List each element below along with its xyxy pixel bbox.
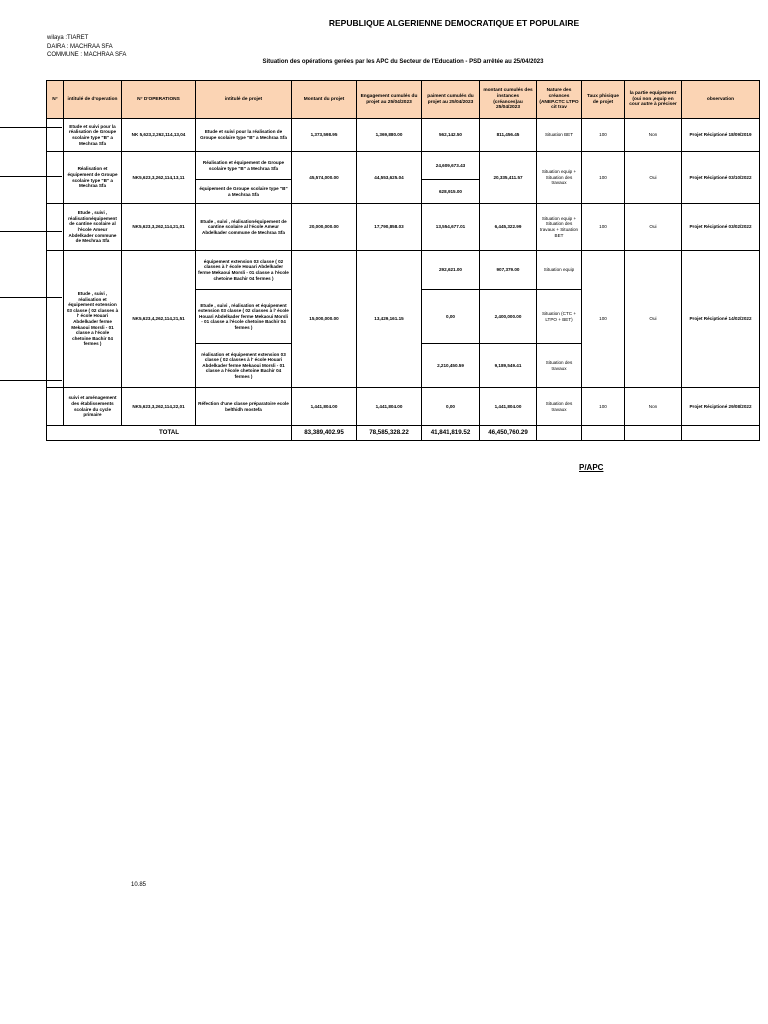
row-number-cell: [47, 152, 64, 204]
pending-cell: 1,441,804.00: [480, 388, 537, 426]
margin-rule: [0, 380, 62, 381]
nature-cell: Situation (CTC + LTPO + BET): [537, 290, 582, 344]
operation-number-cell: NK5,623,3,262,114,22,01: [122, 388, 196, 426]
payment-cell: 2,210,450.59: [422, 344, 480, 388]
payment-cell: 628,915.00: [422, 180, 480, 204]
operation-title-cell: Etude , suivi , réalisationéquipement de cantine scolaire al l'école Ameur Abdelkader commune de Mechraa Sfa: [64, 204, 122, 251]
signature-label: P/APC: [579, 463, 604, 472]
equipment-cell: Non: [625, 119, 682, 152]
operation-title-cell: suivi et aménagement des établissements scolaire du cycle primaire: [64, 388, 122, 426]
table-row: [47, 388, 760, 426]
administration-block: [47, 34, 126, 60]
column-header: intitulé de d'operation: [64, 81, 122, 119]
commune-line: COMMUNE : MACHRAA SFA: [47, 52, 127, 59]
observation-cell: Projet Réciptioné 03/10/2022: [682, 152, 760, 204]
column-header: la partie equipement (oui non ,equip en cour autre à préciser: [625, 81, 682, 119]
page-number: 10.85: [131, 882, 147, 888]
equipment-cell: Oui: [625, 152, 682, 204]
operation-title-cell: Réalisation et équipement de Groupe scolaire type "B" a Mechraa Sfa: [64, 152, 122, 204]
project-title-cell: Réfection d'une classe préparatoire ecole belthidh mostefa: [196, 388, 292, 426]
project-title-cell: équipement extension 03 classe ( 02 classes à l' école Houari Abdelkader ferme Mekaoui Morsli - 01 classe a l'école chetoine Bachir 04 fermes ): [196, 251, 292, 290]
pending-cell: 2,400,000.00: [480, 290, 537, 344]
project-title-cell: réalisation et équipement extension 03 classe ( 02 classes à l' école Houari Abdelkader ferme Mekaoui Morsli - 01 classe a l'école chetoine Bachir 04 fermes ): [196, 344, 292, 388]
project-title-cell: Etude et suivi pour la réalisation de Groupe scolaire type "B" a Mechraa Sfa: [196, 119, 292, 152]
nature-cell: Situation equip + Situation des travaux + Situation BET: [537, 204, 582, 251]
amount-cell: 1,441,804.00: [292, 388, 357, 426]
operations-table: [46, 80, 760, 441]
total-empty-cell: [537, 426, 582, 441]
payment-cell: 562,142.50: [422, 119, 480, 152]
table-row: [47, 204, 760, 251]
commitment-cell: 44,553,625.04: [357, 152, 422, 204]
total-empty-cell: [625, 426, 682, 441]
nature-cell: Situation des travaux: [537, 388, 582, 426]
commitment-cell: 1,369,880.00: [357, 119, 422, 152]
payment-cell: 13,554,677.01: [422, 204, 480, 251]
document-subtitle: Situation des opérations gerées par les APC du Secteur de l'Education - PSD arrêtée au 25/04/2023: [262, 59, 544, 65]
pending-cell: 907,379.00: [480, 251, 537, 290]
commitment-cell: 1,441,804.00: [357, 388, 422, 426]
wilaya-line: wilaya :TIARET: [47, 35, 89, 41]
physical-rate-cell: 100: [582, 152, 625, 204]
amount-cell: 1,373,598.95: [292, 119, 357, 152]
column-header: montant cumulés des instances (créances)au 25/04/2023: [480, 81, 537, 119]
column-header: paiment cumulés du projet au 25/04/2023: [422, 81, 480, 119]
total-amount: 83,389,402.95: [292, 426, 357, 441]
total-empty-cell: [582, 426, 625, 441]
observation-cell: Projet Réciptioné 29/08/2022: [682, 388, 760, 426]
equipment-cell: Oui: [625, 251, 682, 388]
column-header: observation: [682, 81, 760, 119]
payment-cell: 0,00: [422, 290, 480, 344]
payment-cell: 0,00: [422, 388, 480, 426]
daira-line: DAIRA : MACHRAA SFA: [47, 43, 113, 50]
observation-cell: Projet Réciptioné 18/09/2019: [682, 119, 760, 152]
row-number-cell: [47, 388, 64, 426]
physical-rate-cell: 100: [582, 119, 625, 152]
margin-rule: [0, 297, 62, 298]
nature-cell: Situation BET: [537, 119, 582, 152]
total-empty-cell: [682, 426, 760, 441]
project-title-cell: Etude , suivi , réalisation et équipement extension 03 classe ( 02 classes à l' école Houari Abdelkader ferme Mekaoui Morsli - 01 classe a l'école chetoine Bachir 04 fermes ): [196, 290, 292, 344]
table-row: [47, 251, 760, 290]
physical-rate-cell: 100: [582, 204, 625, 251]
pending-cell: 20,335,411.57: [480, 152, 537, 204]
amount-cell: 15,000,000.00: [292, 251, 357, 388]
column-header: Taux phisique de projet: [582, 81, 625, 119]
column-header: Nature des créances (ANEP.CTC LTPO cit trav: [537, 81, 582, 119]
total-payment: 41,841,819.52: [422, 426, 480, 441]
total-commitment: 78,585,328.22: [357, 426, 422, 441]
total-pending: 46,450,760.29: [480, 426, 537, 441]
pending-cell: 811,456.45: [480, 119, 537, 152]
table-row: [47, 119, 760, 152]
payment-cell: 24,609,673.43: [422, 152, 480, 180]
operation-number-cell: NK5,623,3,262,114,13,11: [122, 152, 196, 204]
physical-rate-cell: 100: [582, 388, 625, 426]
pending-cell: 6,445,322.99: [480, 204, 537, 251]
row-number-cell: [47, 251, 64, 388]
operation-number-cell: NK 5,623,2,262,114,13,04: [122, 119, 196, 152]
pending-cell: 9,189,549.41: [480, 344, 537, 388]
column-header: N° D'OPERATIONS: [122, 81, 196, 119]
column-header: Engagement cumulés du projet au 25/04/2023: [357, 81, 422, 119]
table-header-row: [47, 81, 760, 119]
commitment-cell: 13,429,161.15: [357, 251, 422, 388]
nature-cell: Situation des travaux: [537, 344, 582, 388]
observation-cell: Projet Réciptioné 03/02/2022: [682, 204, 760, 251]
column-header: N°: [47, 81, 64, 119]
amount-cell: 20,000,000.00: [292, 204, 357, 251]
margin-rule: [0, 231, 62, 232]
operation-title-cell: Etude et suivi pour la réalisation de Groupe scolaire type "B" a Mechraa Sfa: [64, 119, 122, 152]
amount-cell: 45,574,000.00: [292, 152, 357, 204]
operation-number-cell: NK5,623,3,262,114,21,01: [122, 204, 196, 251]
physical-rate-cell: 100: [582, 251, 625, 388]
observation-cell: Projet Réciptioné 14/02/2022: [682, 251, 760, 388]
column-header: Montant du projet: [292, 81, 357, 119]
commitment-cell: 17,790,858.03: [357, 204, 422, 251]
nature-cell: Situation equip: [537, 251, 582, 290]
document-title: REPUBLIQUE ALGERIENNE DEMOCRATIQUE ET POPULAIRE: [328, 18, 580, 28]
project-title-cell: Réalisation et équipement de Groupe scolaire type "B" a Mechraa Sfa: [196, 152, 292, 180]
table-row: [47, 152, 760, 180]
row-number-cell: [47, 119, 64, 152]
row-number-cell: [47, 204, 64, 251]
total-row: [47, 426, 760, 441]
total-label: TOTAL: [47, 426, 292, 441]
operation-number-cell: NK5,623,4,262,114,21,51: [122, 251, 196, 388]
margin-rule: [0, 176, 62, 177]
equipment-cell: Oui: [625, 204, 682, 251]
column-header: intitulé de projet: [196, 81, 292, 119]
equipment-cell: Non: [625, 388, 682, 426]
project-title-cell: équipement de Groupe scolaire type "B" a Mechraa Sfa: [196, 180, 292, 204]
operation-title-cell: Etude , suivi , réalisation et équipement extension 03 classe ( 02 classes à l' école Houari Abdelkader ferme Mekaoui Morsli - 01 classe a l'école chetoine Bachir 04 fermes ): [64, 251, 122, 388]
payment-cell: 292,621.00: [422, 251, 480, 290]
nature-cell: Situation equip + Situation des travaux: [537, 152, 582, 204]
margin-rule: [0, 127, 62, 128]
project-title-cell: Etude , suivi , réalisationéquipement de cantine scolaire al l'école Ameur Abdelkader commune de Mechraa Sfa: [196, 204, 292, 251]
